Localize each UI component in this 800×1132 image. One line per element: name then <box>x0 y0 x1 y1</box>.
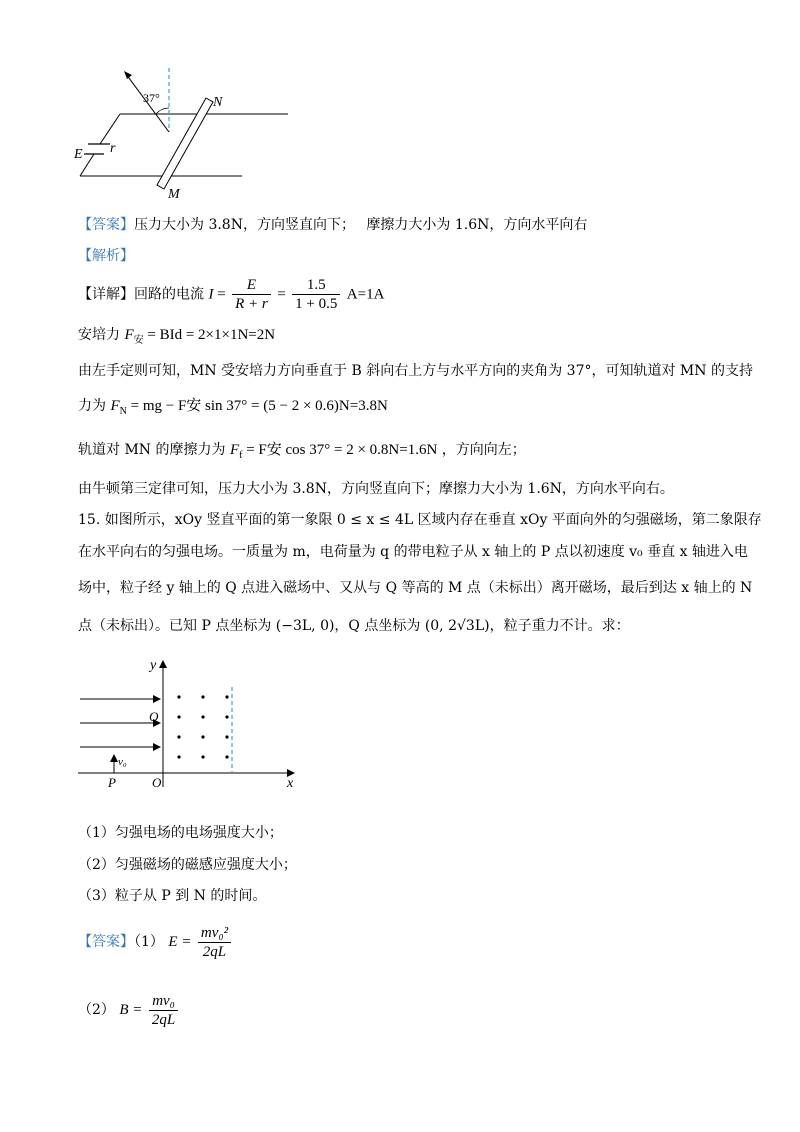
q15-line-2: 在水平向右的匀强电场。一质量为 m，电荷量为 q 的带电粒子从 x 轴上的 P 点以初速度 v₀ 垂直 x 轴进入电 <box>78 544 748 560</box>
p1-lhs: E = <box>168 934 192 950</box>
answer-1 <box>78 215 587 235</box>
point-P-label: P <box>108 775 116 790</box>
friction-formula: = F安 cos 37° = 2 × 0.8N=1.6N <box>246 442 438 458</box>
support-formula: = mg − F安 sin 37° = (5 − 2 × 0.6)N=3.8N <box>130 398 388 414</box>
q15-line-3: 场中，粒子经 y 轴上的 Q 点进入磁场中、又从与 Q 等高的 M 点（未标出）离开磁场，最后到达 x 轴上的 N <box>78 580 753 596</box>
eq-sign: = <box>217 286 226 303</box>
subq-3: （3）粒子从 P 到 N 的时间。 <box>78 888 267 904</box>
answer-2-part-1 <box>78 922 233 962</box>
frac-den2: 1 + 0.5 <box>295 296 338 312</box>
axis-y-label: y <box>150 658 157 673</box>
ampere-label: 安培力 <box>78 327 120 343</box>
frac-den: R + r <box>235 296 268 312</box>
point-Q-label: Q <box>149 709 159 724</box>
q15-line-4: 点（未标出）。已知 P 点坐标为 (−3L, 0)，Q 点坐标为 (0, 2√3L)，粒子重力不计。求： <box>78 618 630 634</box>
angle-label: 37° <box>143 91 160 105</box>
answer-2-part-2 <box>78 990 180 1030</box>
ampere-formula: = BId = 2×1×1N=2N <box>147 327 276 343</box>
detail-line-3: 由左手定则可知，MN 受安培力方向垂直于 B 斜向右上方与水平方向的夹角为 37°，可知轨道对 MN 的支持 <box>78 363 753 379</box>
analysis-tag: 【解析】 <box>78 248 134 264</box>
current-symbol: I <box>208 286 214 303</box>
p2-lhs: B = <box>119 1002 143 1018</box>
label-N: N <box>213 95 223 110</box>
p1-den: 2qL <box>202 943 227 960</box>
detail-line-5: 轨道对 MN 的摩擦力为 $F_f = F$安 cos 37° = 2 × 0.8N=1.6N ，方向向左； <box>78 442 526 461</box>
figure-rail-circuit <box>60 62 300 202</box>
figure-field-coords <box>72 655 302 795</box>
label-r: r <box>110 141 116 156</box>
velocity-label: v₀ <box>118 756 127 768</box>
p2-label: （2） <box>78 1002 115 1018</box>
friction-tail: ，方向向左； <box>441 442 526 458</box>
p1-label: （1） <box>134 934 164 950</box>
frac-num: E <box>246 277 257 293</box>
magnetic-field-dots <box>177 695 228 758</box>
detail-current-line: 【详解】回路的电流 I = $\frac{E}{R + r}$ = $\frac{1.5}{1 + 0.5}$ A=1A <box>78 277 385 312</box>
detail-ampere-line: 安培力 $F_安$ = BId = 2×1×1N=2N <box>78 327 276 346</box>
label-M: M <box>168 187 180 202</box>
answer-tag: 【答案】 <box>78 217 134 233</box>
analysis-1 <box>78 246 134 266</box>
p2-den: 2qL <box>151 1011 176 1028</box>
origin-label: O <box>152 775 162 790</box>
p2-num: mv₀ <box>149 992 178 1011</box>
detail-line-6: 由牛顿第三定律可知，压力大小为 3.8N，方向竖直向下；摩擦力大小为 1.6N，方向水平向右。 <box>78 481 674 497</box>
p1-num: mv₀² <box>198 924 231 943</box>
frac-values <box>292 276 340 313</box>
label-E: E <box>74 147 83 162</box>
q15-line-1: 15. 如图所示，xOy 竖直平面的第一象限 0 ≤ x ≤ 4L 区域内存在垂直 xOy 平面向外的匀强磁场，第二象限存 <box>78 512 762 528</box>
answer2-tag: 【答案】 <box>78 934 134 950</box>
axis-x-label: x <box>287 776 294 791</box>
friction-label: 轨道对 MN 的摩擦力为 <box>78 442 226 458</box>
answer-text: 压力大小为 3.8N，方向竖直向下； 摩擦力大小为 1.6N，方向水平向右 <box>134 217 588 233</box>
subq-1: （1）匀强电场的电场强度大小； <box>78 825 283 841</box>
detail-line-4: 力为 $F_N$ = mg − F安 sin 37° = (5 − 2 × 0.6)N=3.8N <box>78 398 388 417</box>
support-label: 力为 <box>78 398 106 414</box>
current-result: A=1A <box>346 286 385 303</box>
frac-num2: 1.5 <box>292 276 340 295</box>
frac-E-over-Rr <box>232 276 271 313</box>
current-intro: 回路的电流 <box>134 286 204 303</box>
p2-frac <box>149 992 178 1029</box>
subq-2: （2）匀强磁场的磁感应强度大小； <box>78 857 297 873</box>
detail-tag: 【详解】 <box>78 286 134 303</box>
p1-frac <box>198 924 231 961</box>
